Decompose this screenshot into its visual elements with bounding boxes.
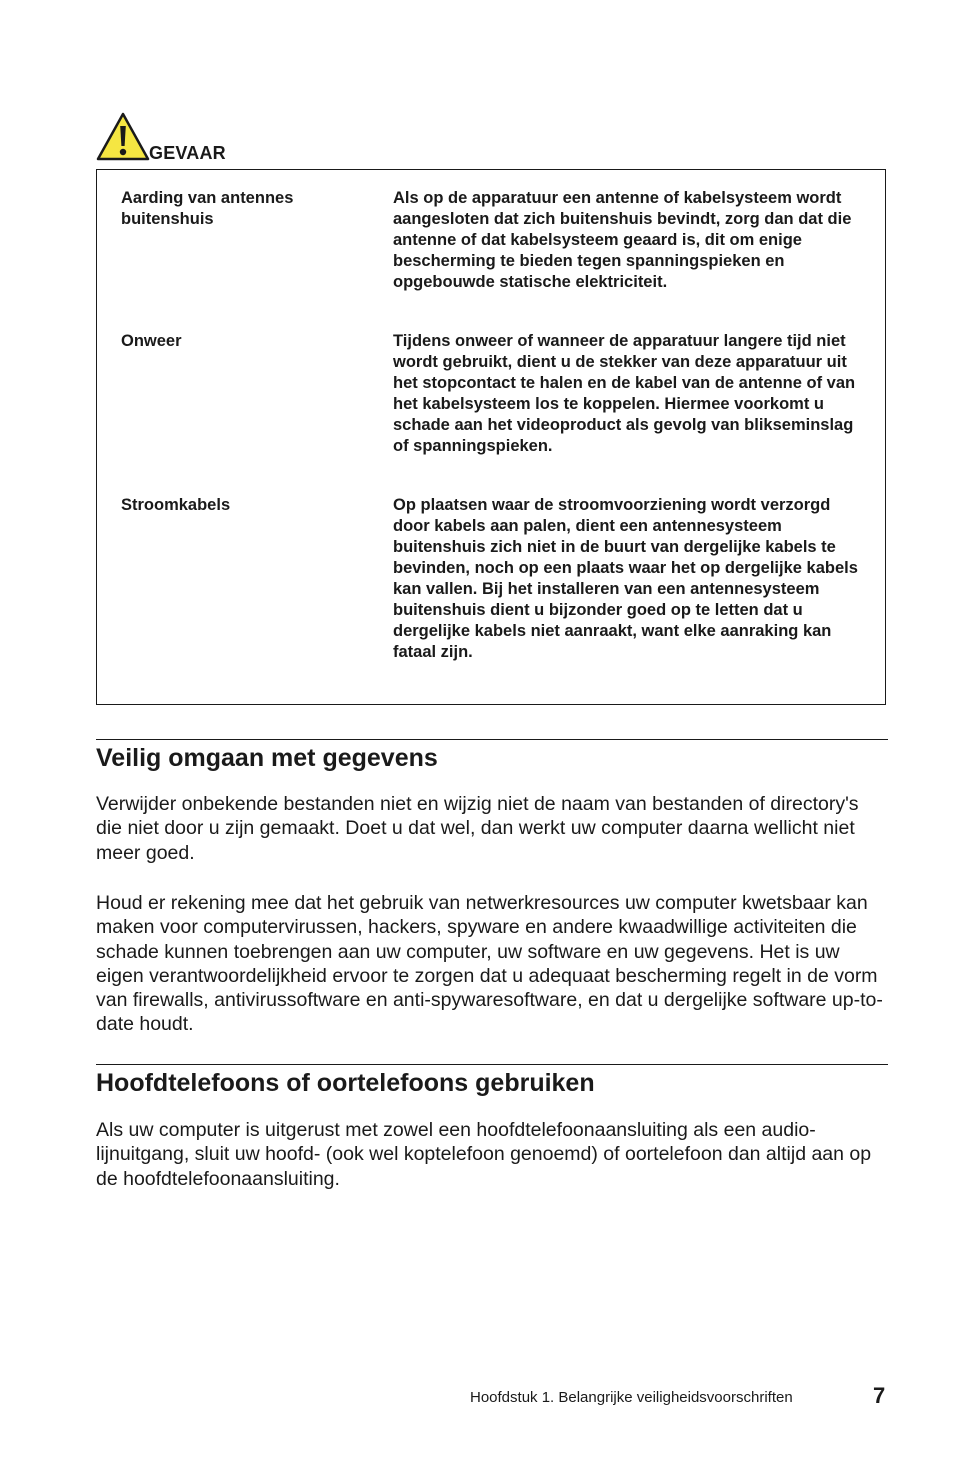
section-heading: Hoofdtelefoons of oortelefoons gebruiken — [96, 1069, 595, 1097]
danger-row-text: Als op de apparatuur een antenne of kabelsysteem wordt aangesloten dat zich buitenshuis bevindt, zorg dan dat die antenne of dat kabelsysteem geaard is, dit om enige bescherming te bieden tegen spanningspieken en opgebouwde statische elektriciteit. — [393, 189, 852, 291]
warning-triangle-icon — [96, 112, 150, 162]
section-divider — [96, 1064, 888, 1065]
danger-row-text: Tijdens onweer of wanneer de apparatuur langere tijd niet wordt gebruikt, dient u de stekker van deze apparatuur uit het stopcontact te halen en de kabel van de antenne of van het kabelsysteem los te koppelen. Hiermee voorkomt u schade aan het videoproduct als gevolg van blikseminslag of spanningspieken. — [393, 332, 856, 455]
danger-label: GEVAAR — [149, 143, 226, 163]
page-number: 7 — [873, 1383, 886, 1408]
section-divider — [96, 739, 888, 740]
danger-row-label: Stroomkabels — [121, 496, 231, 514]
section-heading: Veilig omgaan met gegevens — [96, 744, 438, 772]
danger-row-label: Aarding van antennes buitenshuis — [121, 189, 294, 228]
section-paragraph: Houd er rekening mee dat het gebruik van netwerkresources uw computer kwetsbaar kan maken voor computervirussen, hackers, spyware en andere kwaadwillige activiteiten die schade kunnen toebrengen aan uw computer, uw software en uw gegevens. Het is uw eigen verantwoordelijkheid ervoor te zorgen dat u adequaat bescherming regelt in de vorm van firewalls, antivirussoftware en anti-spywaresoftware, en dat u dergelijke software up-to-date houdt. — [96, 892, 883, 1036]
footer-chapter-title: Hoofdstuk 1. Belangrijke veiligheidsvoorschriften — [470, 1389, 793, 1406]
section-paragraph: Verwijder onbekende bestanden niet en wijzig niet de naam van bestanden of directory's die niet door u zijn gemaakt. Doet u dat wel, dan werkt uw computer daarna wellicht niet meer goed. — [96, 793, 859, 864]
section-paragraph: Als uw computer is uitgerust met zowel een hoofdtelefoonaansluiting als een audio-lijnuitgang, sluit uw hoofd- (ook wel koptelefoon genoemd) of oortelefoon dan altijd aan op de hoofdtelefoonaansluiting. — [96, 1119, 872, 1190]
danger-row-label: Onweer — [121, 332, 182, 350]
danger-row-text: Op plaatsen waar de stroomvoorziening wordt verzorgd door kabels aan palen, dient een antennesysteem buitenshuis zich niet in de buurt van dergelijke kabels te bevinden, noch op een plaats waar het op dergelijke kabels kan vallen. Bij het installeren van een antennesysteem buitenshuis dient u bijzonder goed op te letten dat u dergelijke kabels niet aanraakt, want elke aanraking kan fataal zijn. — [393, 496, 858, 661]
danger-table — [96, 169, 886, 705]
